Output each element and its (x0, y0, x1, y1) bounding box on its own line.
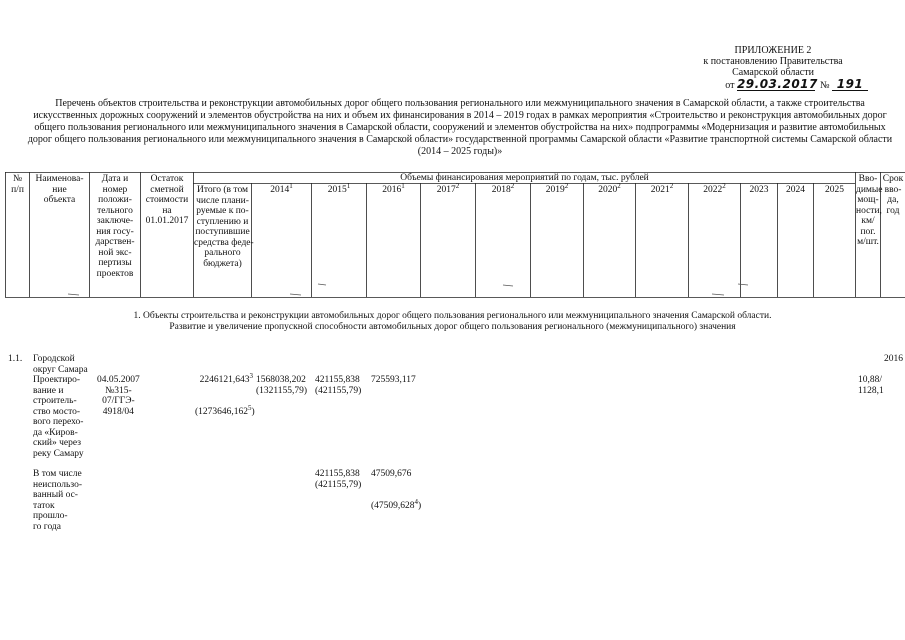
title-line-5: (2014 – 2025 годы)» (417, 146, 503, 157)
row1-object-name: Городской округ Самара Проектиро- вание и строитель- ство мосто- вого перехо- да «Киров- ский» через реку Самару (33, 354, 88, 459)
number-label: № (819, 80, 830, 91)
header-object-name: Наименова- ние объекта (35, 174, 84, 205)
header-expertise-date: Дата и номер положи- тельного заключе- ния госу- дарствен- ной экс- пертизы проектов (95, 174, 135, 279)
header-year-2022: 2022$^2$ (703, 181, 726, 195)
header-year-2020: 2020$^2$ (598, 181, 621, 195)
section-heading-2: Развитие и увеличение пропускной способности автомобильных дорог общего пользования регионального (межмуниципального) значения (169, 322, 736, 332)
header-capacity: Вво- димые мощ- ности, км/ пог. м/шт. (856, 174, 883, 247)
header-total: Итого (в том числе плани- руемые к по- ступлению и поступившие средства феде- рального бюджета) (194, 185, 254, 269)
decree-date: 29.03.2017 (736, 77, 818, 91)
appendix-line-3: Самарской области (732, 67, 814, 78)
from-label: от (725, 80, 735, 91)
header-year-2019: 2019$^2$ (545, 181, 569, 195)
title-line-3: общего пользования регионального или межмуниципального значения в Самарской области, сооружений и элементов обустройства на них» подпрограммы «Модернизация и развитие автомобильных (34, 122, 886, 133)
title-line-1: Перечень объектов строительства и реконструкции автомобильных дорог общего пользования регионального или межмуниципального значения в Самарской области, а также строительства (55, 98, 865, 109)
header-year-2024: 2024 (786, 185, 805, 195)
header-year-2017: 2017$^2$ (436, 181, 460, 195)
appendix-dateline (678, 79, 868, 91)
row1-2014: 1568038,202 (1321155,79) (256, 375, 308, 396)
header-financing-group: Объемы финансирования мероприятий по годам, тыс. рублей (400, 173, 649, 183)
row1-capacity: 10,88/ 1128,1 (858, 375, 884, 396)
row1-num: 1.1. (8, 354, 23, 364)
section-heading-1: 1. Объекты строительства и реконструкции автомобильных дорог общего пользования регионального или межмуниципального значения Самарской области. (133, 311, 772, 321)
header-year-2021: 2021$^2$ (650, 181, 674, 195)
row1-2015: 421155,838 (421155,79) (315, 375, 362, 396)
row1-expertise-date: 04.05.2007 №315- 07/ГГЭ- 4918/04 (97, 375, 140, 417)
appendix-block (678, 45, 868, 91)
row2-object-name: В том числе неиспользо- ванный ос- таток прошло- го года (33, 469, 82, 532)
header-year-2016: 2016$^1$ (382, 181, 405, 195)
header-deadline: Срок вво- да, год (882, 174, 904, 216)
table-header (0, 172, 905, 312)
header-year-2014: 2014$^1$ (270, 181, 293, 195)
header-num: № п/п (11, 174, 24, 195)
title-line-4: дорог общего пользования регионального или межмуниципального значения в Самарской области» государственной программы Самарской области «Развитие транспортной системы Самарской области (27, 134, 893, 145)
header-year-2023: 2023 (749, 185, 769, 195)
appendix-line-2: к постановлению Правительства (703, 56, 843, 67)
row2-2016: 47509,676 (47509,628$^4$) (371, 469, 422, 511)
header-year-2025: 2025 (825, 185, 844, 195)
decree-number: 191 (832, 79, 868, 91)
header-remainder: Остаток сметной стоимости на 01.01.2017 (145, 174, 189, 226)
title-line-2: искусственных дорожных сооружений и элементов обустройства на них и объем их финансирования в 2014 – 2019 годах в рамках мероприятия «Строительство и реконструкция автомобильных дорог (33, 110, 887, 121)
row2-2015: 421155,838 (421155,79) (315, 469, 362, 490)
header-year-2018: 2018$^2$ (491, 181, 515, 195)
row1-2016: 725593,117 (371, 375, 416, 385)
row1-deadline: 2016 (884, 354, 903, 364)
row1-total: 2246121,643$^3$ (1273646,162$^5$) (195, 371, 255, 417)
appendix-title: ПРИЛОЖЕНИЕ 2 (734, 45, 812, 56)
header-year-2015: 2015$^1$ (327, 181, 351, 195)
document-title (18, 98, 902, 158)
